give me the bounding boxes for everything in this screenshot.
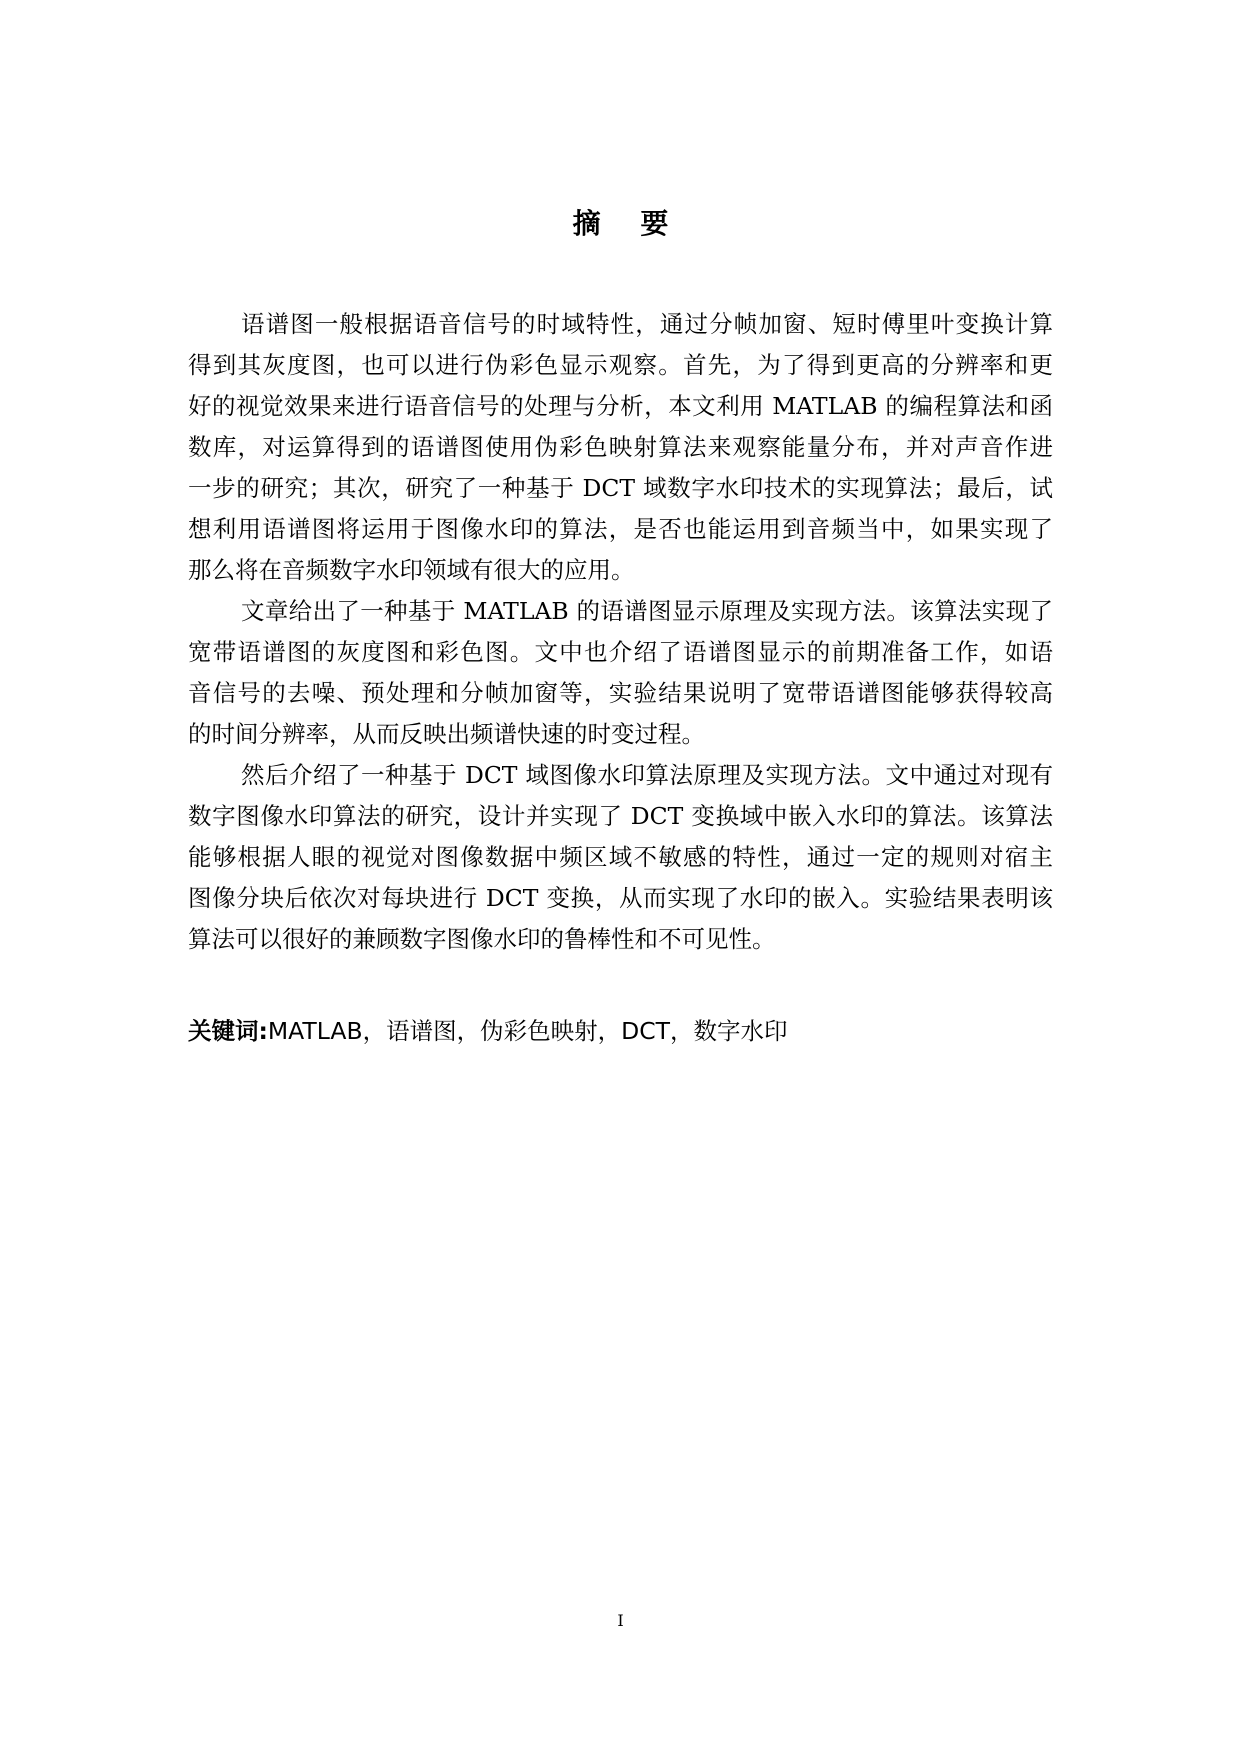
paragraph-3: [188, 755, 1053, 960]
paragraph-1-line-6: 想利用语谱图将运用于图像水印的算法，是否也能运用到音频当中，如果实现了: [188, 515, 1053, 543]
paragraph-3-line-3: 能够根据人眼的视觉对图像数据中频区域不敏感的特性，通过一定的规则对宿主: [188, 843, 1053, 871]
page-title: 摘 要: [572, 207, 669, 240]
paragraph-2-line-3: 音信号的去噪、预处理和分帧加窗等，实验结果说明了宽带语谱图能够获得较高: [188, 679, 1053, 707]
paragraph-3-line-2: 数字图像水印算法的研究，设计并实现了 DCT 变换域中嵌入水印的算法。该算法: [188, 802, 1053, 830]
keywords-value: MATLAB，语谱图，伪彩色映射，DCT，数字水印: [267, 1017, 788, 1045]
paragraph-3-line-5: 算法可以很好的兼顾数字图像水印的鲁棒性和不可见性。: [188, 925, 776, 953]
paragraph-1-line-1: 语谱图一般根据语音信号的时域特性，通过分帧加窗、短时傅里叶变换计算: [241, 310, 1053, 338]
page-number: I: [617, 1611, 624, 1630]
paragraph-1: [188, 304, 1053, 591]
paragraph-1-line-2: 得到其灰度图，也可以进行伪彩色显示观察。首先，为了得到更高的分辨率和更: [188, 351, 1053, 379]
paragraph-3-line-1: 然后介绍了一种基于 DCT 域图像水印算法原理及实现方法。文中通过对现有: [241, 761, 1053, 789]
paragraph-1-line-7: 那么将在音频数字水印领域有很大的应用。: [188, 556, 635, 584]
paragraph-2-line-2: 宽带语谱图的灰度图和彩色图。文中也介绍了语谱图显示的前期准备工作，如语: [188, 638, 1053, 666]
keywords-label: 关键词:: [188, 1017, 268, 1045]
paragraph-2: [188, 591, 1053, 755]
abstract-body: [188, 304, 1053, 960]
paragraph-2-line-4: 的时间分辨率，从而反映出频谱快速的时变过程。: [188, 720, 705, 748]
paragraph-3-line-4: 图像分块后依次对每块进行 DCT 变换，从而实现了水印的嵌入。实验结果表明该: [188, 884, 1053, 912]
paragraph-1-line-4: 数库，对运算得到的语谱图使用伪彩色映射算法来观察能量分布，并对声音作进: [188, 433, 1053, 461]
paragraph-1-line-5: 一步的研究；其次，研究了一种基于 DCT 域数字水印技术的实现算法；最后，试: [188, 474, 1053, 502]
paragraph-1-line-3: 好的视觉效果来进行语音信号的处理与分析，本文利用 MATLAB 的编程算法和函: [188, 392, 1053, 420]
paragraph-2-line-1: 文章给出了一种基于 MATLAB 的语谱图显示原理及实现方法。该算法实现了: [241, 597, 1053, 625]
keywords-line: [188, 1011, 1053, 1053]
